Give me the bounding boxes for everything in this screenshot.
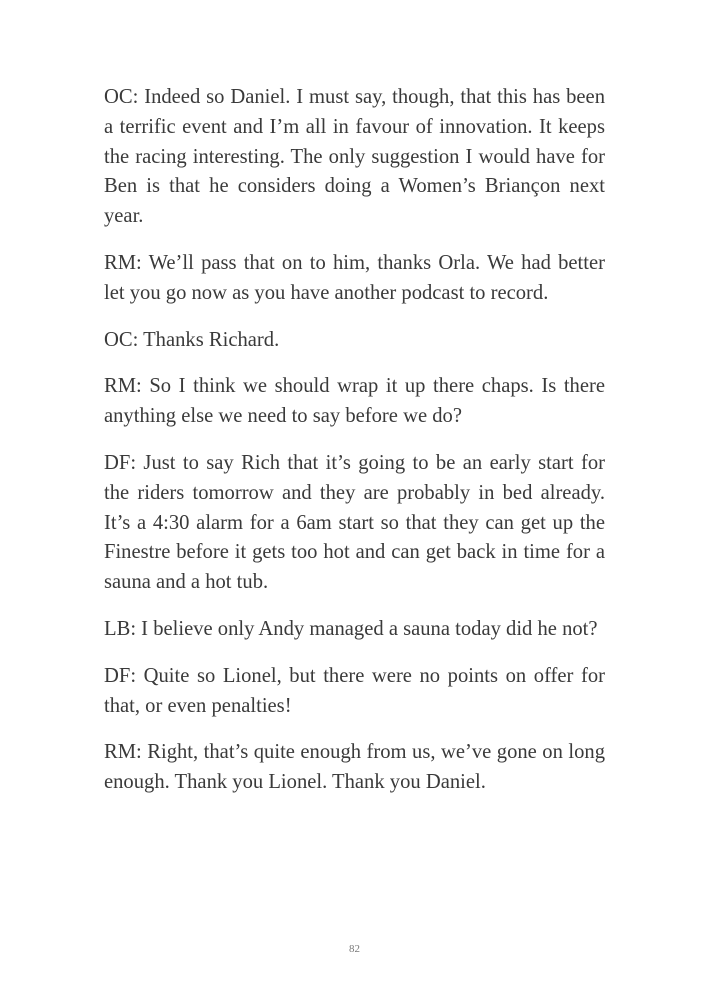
paragraph-rm-3: RM: Right, that’s quite enough from us, we’ve gone on long enough. Thank you Lionel. Thank you Daniel. — [104, 741, 605, 794]
paragraph-oc-1: OC: Indeed so Daniel. I must say, though, that this has been a terrific event and I’m all in favour of innovation. It keeps the racing interesting. The only suggestion I would have for Ben is that he considers doing a Women’s Briançon next year. — [104, 86, 605, 228]
page-number: 82 — [349, 943, 360, 955]
body-text — [104, 83, 605, 815]
paragraph-rm-2: RM: So I think we should wrap it up there chaps. Is there anything else we need to say before we do? — [104, 375, 605, 428]
paragraph-lb-1: LB: I believe only Andy managed a sauna today did he not? — [104, 617, 598, 640]
paragraph-rm-1: RM: We’ll pass that on to him, thanks Orla. We had better let you go now as you have another podcast to record. — [104, 251, 605, 304]
paragraph-df-1: DF: Just to say Rich that it’s going to be an early start for the riders tomorrow and they are probably in bed already. It’s a 4:30 alarm for a 6am start so that they can get up the Finestre before it gets too hot and can get back in time for a sauna and a hot tub. — [104, 451, 605, 594]
paragraph-df-2: DF: Quite so Lionel, but there were no points on offer for that, or even penalties! — [104, 664, 605, 717]
paragraph-oc-2: OC: Thanks Richard. — [104, 328, 280, 351]
